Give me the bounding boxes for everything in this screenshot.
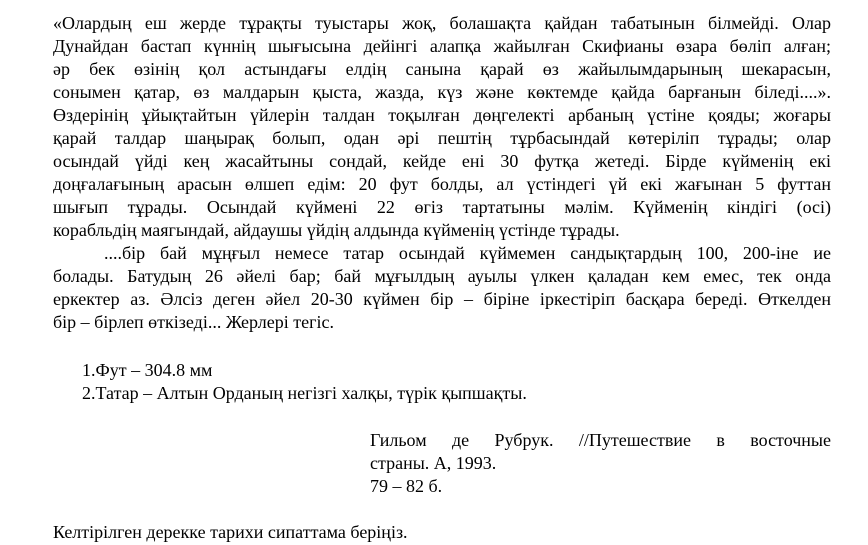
quote-line: «Олардың еш жерде тұрақты туыстары жоқ, болашақта қайдан табатынын білмейді. Олар: [53, 13, 831, 33]
quote-line: әр бек өзінің қол астындағы елдің санына қарай өз жайылымдарының шекарасын,: [53, 59, 831, 79]
quote-line: болады. Батудың 26 әйелі бар; бай мұғылдың ауылы үлкен қаладан кем емес, тек онда: [53, 266, 831, 286]
footnote-item: 1.Фут – 304.8 мм: [82, 360, 213, 380]
citation-line: 79 – 82 б.: [370, 476, 443, 496]
citation-line: страны. А, 1993.: [370, 453, 497, 473]
quote-line: ....бір бай мұңғыл немесе татар осындай күймемен сандықтардың 100, 200-іне ие: [104, 243, 831, 263]
quote-line: еркектер аз. Әлсіз деген әйел 20-30 күймен бір – біріне іркестіріп басқара береді. Өткелден: [53, 289, 831, 309]
quote-line: Өздерінің ұйықтайтын үйлерін талдан тоқылған дөңгелекті арбаның үстіне қояды; жоғары: [53, 105, 831, 125]
quote-line: шығып тұрады. Осындай күймені 22 өгіз тартатыны мәлім. Күйменің кіндігі (осі): [53, 197, 831, 217]
footnote-item: 2.Татар – Алтын Орданың негізгі халқы, түрік қыпшақты.: [82, 383, 527, 403]
task-prompt: Келтірілген дерекке тарихи сипаттама беріңіз.: [53, 522, 408, 542]
quote-line: осындай үйді кең жасайтыны сондай, кейде ені 30 футқа жетеді. Бірде күйменің екі: [53, 151, 831, 171]
quote-line: қарай талдар шаңырақ болып, одан әрі пештің тұрбасындай көтеріліп тұрады; олар: [53, 128, 831, 148]
quote-line: Дунайдан бастап күннің шығысына дейінгі алапқа жайылған Скифианы өзара бөліп алған;: [53, 36, 831, 56]
quote-line: корабльдің маягындай, айдаушы үйдің алдында күйменің үстінде тұрады.: [53, 220, 620, 240]
quote-line: доңғалағының арасын өлшеп едім: 20 фут болды, ал үстіндегі үй екі жағынан 5 футтан: [53, 174, 831, 194]
quote-line: бір – бірлеп өткізеді... Жерлері тегіс.: [53, 312, 334, 332]
citation-line: Гильом де Рубрук. //Путешествие в восточные: [370, 430, 831, 450]
quote-line: сонымен қатар, өз малдарын қыста, жазда, күз және көктемде қайда барғанын біледі....».: [53, 82, 831, 102]
